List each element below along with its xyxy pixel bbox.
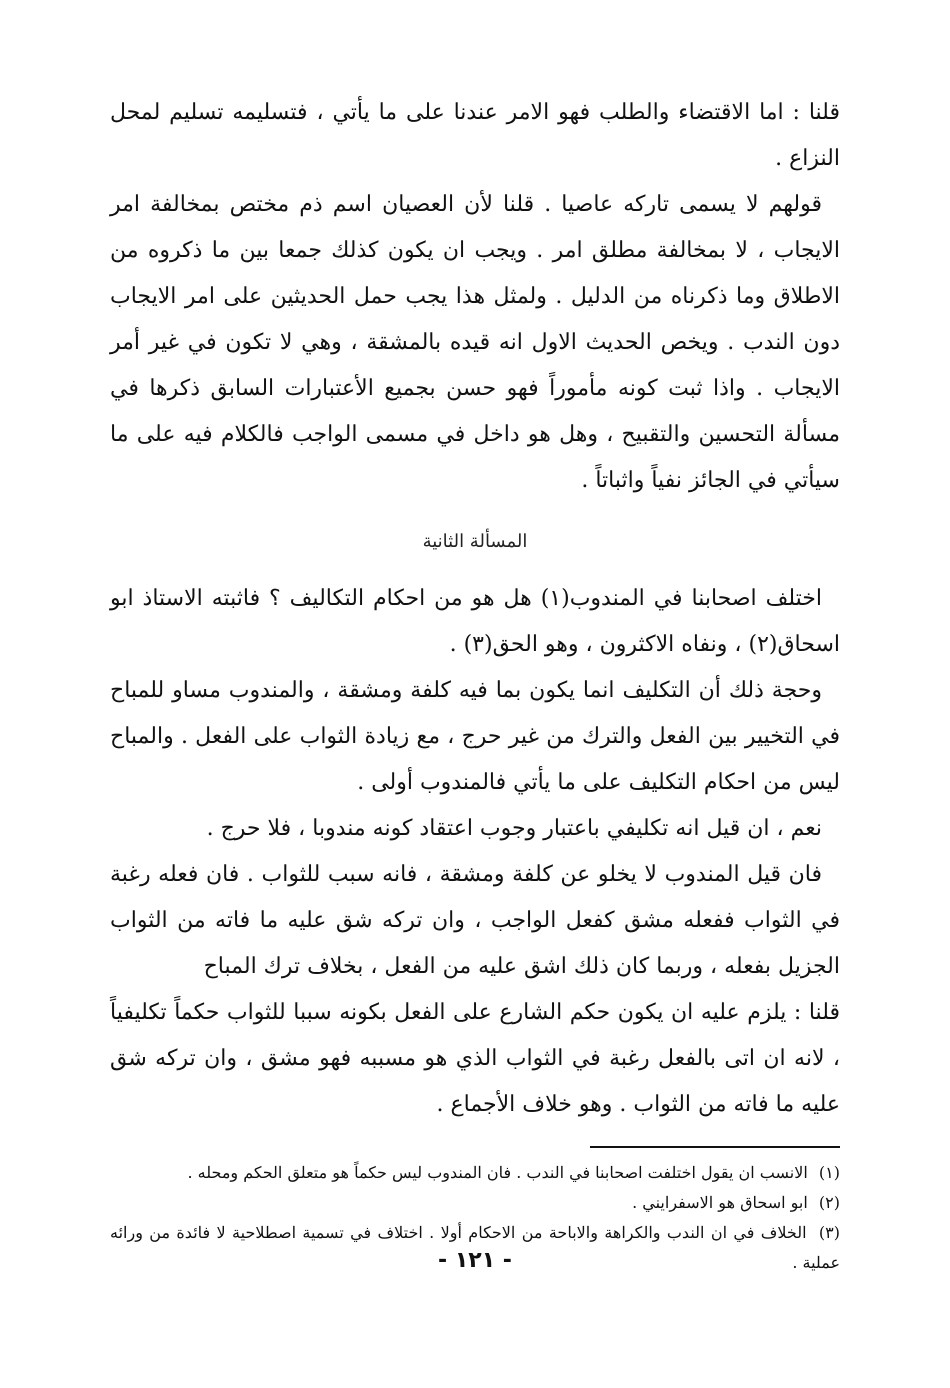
footnote-2: [110, 1188, 840, 1218]
paragraph-intro-2: قولهم لا يسمى تاركه عاصيا . قلنا لأن العصيان اسم ذم مختص بمخالفة امر الايجاب ، لا بمخالفة مطلق امر . ويجب ان يكون كذلك جمعا بين ما ذكروه من الاطلاق وما ذكرناه من الدليل . ولمثل هذا يجب حمل الحديثين على امر الايجاب دون الندب . ويخص الحديث الاول انه قيده بالمشقة ، وهي لا تكون في غير أمر الايجاب . واذا ثبت كونه مأموراً فهو حسن بجميع الأعتبارات السابق ذكرها في مسألة التحسين والتقبيح ، وهل هو داخل في مسمى الواجب فالكلام فيه على ما سيأتي في الجائز نفياً واثباتاً .: [110, 192, 841, 493]
footnote-text: ابو اسحاق هو الاسفرايني .: [632, 1193, 808, 1212]
paragraph-section-5: قلنا : يلزم عليه ان يكون حكم الشارع على الفعل بكونه سببا للثواب حكماً تكليفياً ، لانه ان اتى بالفعل رغبة في الثواب الذي هو مسببه فهو مشق ، وان تركه شق عليه ما فاته من الثواب . وهو خلاف الأجماع .: [110, 1000, 840, 1117]
paragraph-section-3: نعم ، ان قيل انه تكليفي باعتبار وجوب اعتقاد كونه مندوبا ، فلا حرج .: [206, 816, 822, 841]
paragraph-intro-1: قلنا : اما الاقتضاء والطلب فهو الامر عندنا على ما يأتي ، فتسليمه تسليم لمحل النزاع .: [110, 100, 840, 171]
page-number: - ١٢١ -: [438, 1248, 512, 1273]
paragraph-section-4: فان قيل المندوب لا يخلو عن كلفة ومشقة ، فانه سبب للثواب . فان فعله رغبة في الثواب ففعله مشق كفعل الواجب ، وان تركه شق عليه ما فاته من الثواب الجزيل بفعله ، وربما كان ذلك اشق عليه من الفعل ، بخلاف ترك المباح: [110, 862, 840, 979]
footnote-number: (٢): [818, 1193, 840, 1212]
page-body: [110, 90, 840, 1278]
section-heading: المسألة الثانية: [422, 531, 528, 552]
footnote-1: [110, 1158, 840, 1188]
footnote-number: (٣): [818, 1223, 840, 1242]
paragraph-section-1: اختلف اصحابنا في المندوب(١) هل هو من احكام التكاليف ؟ فاثبته الاستاذ ابو اسحاق(٢) ، ونفاه الاكثرون ، وهو الحق(٣) .: [110, 586, 840, 657]
footnote-number: (١): [818, 1163, 840, 1182]
footnote-divider: [590, 1146, 840, 1148]
footnote-text: الخلاف في ان الندب والكراهة والاباحة من الاحكام أولا . اختلاف في تسمية اصطلاحية لا فائدة من ورائه عملية .: [110, 1223, 840, 1272]
paragraph-section-2: وحجة ذلك أن التكليف انما يكون بما فيه كلفة ومشقة ، والمندوب مساو للمباح في التخيير بين الفعل والترك من غير حرج ، مع زيادة الثواب على الفعل . والمباح ليس من احكام التكليف على ما يأتي فالمندوب أولى .: [110, 678, 840, 795]
footnote-text: الانسب ان يقول اختلفت اصحابنا في الندب . فان المندوب ليس حكماً هو متعلق الحكم ومحله .: [187, 1163, 808, 1182]
